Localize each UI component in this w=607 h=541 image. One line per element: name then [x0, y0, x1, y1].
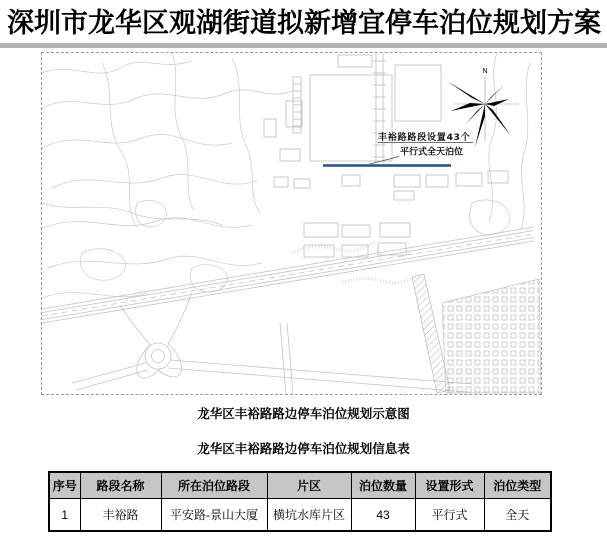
map-drawing: [42, 53, 541, 394]
urban-village-blocks: [442, 279, 541, 393]
cell-space-count: 43: [351, 499, 415, 532]
col-header-district: 片区: [267, 472, 351, 499]
cell-space-type: 全天: [484, 499, 551, 532]
page-title: 深圳市龙华区观湖街道拟新增宜停车泊位规划方案: [7, 8, 601, 38]
annotation-line2: 平行式全天泊位: [400, 147, 464, 158]
col-header-road-name: 路段名称: [80, 472, 161, 499]
street-lines: [373, 53, 386, 163]
map-caption: 龙华区丰裕路路边停车泊位规划示意图: [197, 407, 410, 421]
col-header-road-section: 所在泊位路段: [161, 472, 267, 499]
table-caption: 龙华区丰裕路路边停车泊位规划信息表: [197, 442, 410, 456]
cell-road-name: 丰裕路: [80, 499, 161, 532]
col-header-layout-type: 设置形式: [415, 472, 484, 499]
parking-annotation: [323, 131, 473, 166]
col-header-index: 序号: [49, 472, 80, 499]
cell-index: 1: [49, 499, 80, 532]
table-header-row: [49, 472, 551, 499]
cell-district: 横坑水库片区: [267, 499, 351, 532]
annotation-line1: 丰裕路路段设置43个: [378, 133, 471, 143]
table-row: [49, 499, 551, 532]
compass-north-label: N: [482, 67, 488, 75]
cell-road-section: 平安路-景山大厦: [161, 499, 267, 532]
title-divider: [0, 43, 607, 48]
parking-info-table: [48, 471, 552, 532]
annotation-leader-line: [370, 157, 399, 165]
cell-layout-type: 平行式: [415, 499, 484, 532]
terrain-contours: [42, 53, 530, 298]
col-header-space-type: 泊位类型: [484, 472, 551, 499]
col-header-space-count: 泊位数量: [351, 472, 415, 499]
planning-map: [41, 52, 542, 395]
